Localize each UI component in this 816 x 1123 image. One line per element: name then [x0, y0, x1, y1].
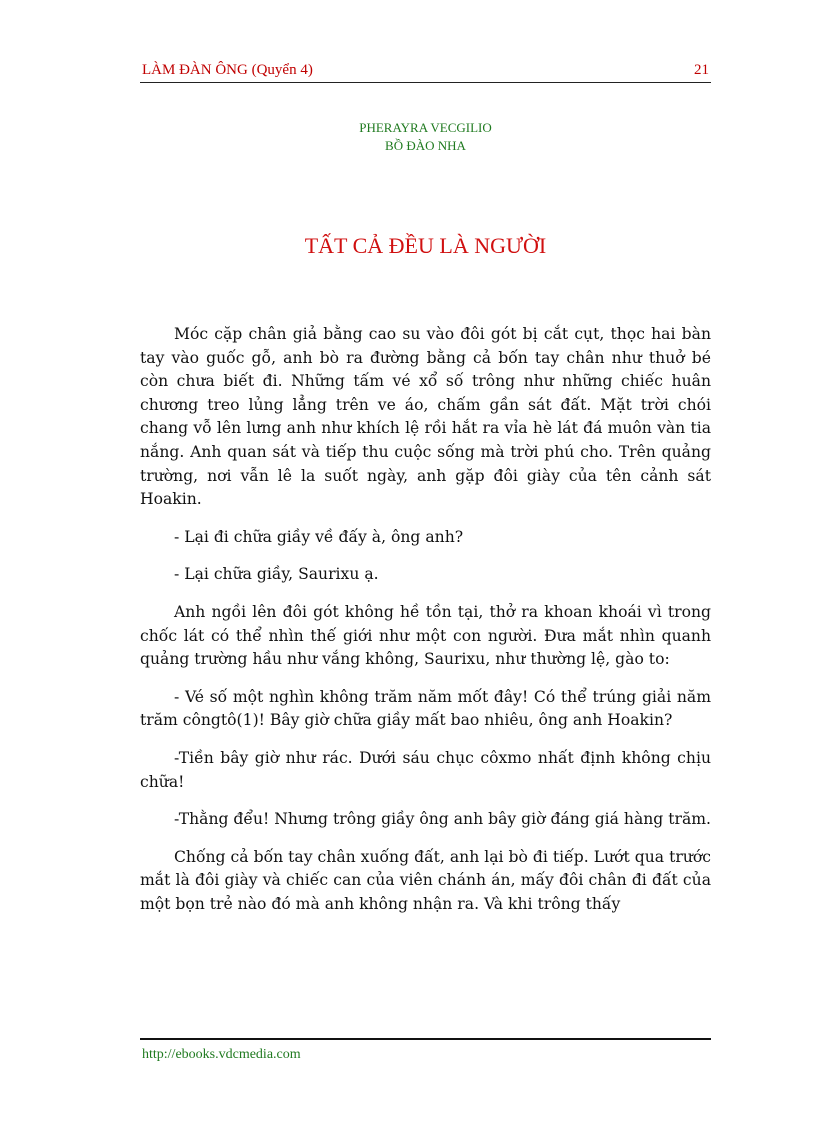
story-body: [140, 323, 711, 930]
paragraph: -Thằng đểu! Nhưng trông giầy ông anh bây giờ đáng giá hàng trăm.: [174, 810, 712, 829]
paragraph: Anh ngồi lên đôi gót không hề tồn tại, thở ra khoan khoái vì trong chốc lát có thể nhìn thế giới như một con người. Đưa mắt nhìn quanh quảng trường hầu như vắng không, Saurixu, như thường lệ, gào to:: [140, 602, 711, 669]
author-name: PHERAYRA VECGILIO: [359, 120, 492, 135]
paragraph: - Lại đi chữa giầy về đấy à, ông anh?: [174, 527, 464, 546]
story-title: TẤT CẢ ĐỀU LÀ NGƯỜI: [304, 233, 547, 258]
page-number: 21: [694, 62, 709, 78]
footer-divider: [140, 1038, 711, 1040]
paragraph: -Tiền bây giờ như rác. Dưới sáu chục côxmo nhất định không chịu chữa!: [140, 748, 711, 791]
footer-link[interactable]: http://ebooks.vdcmedia.com: [142, 1047, 301, 1062]
paragraph: - Lại chữa giầy, Saurixu ạ.: [174, 565, 379, 584]
book-title: LÀM ĐÀN ÔNG (Quyển 4): [142, 62, 313, 78]
paragraph: Chống cả bốn tay chân xuống đất, anh lại bò đi tiếp. Lướt qua trước mắt là đôi giày và chiếc can của viên chánh án, mấy đôi chân đi đất của một bọn trẻ nào đó mà anh không nhận ra. Và khi trông thấy: [140, 847, 711, 913]
paragraph: - Vé số một nghìn không trăm năm mốt đây! Có thể trúng giải năm trăm côngtô(1)! Bây giờ chữa giầy mất bao nhiêu, ông anh Hoakin?: [140, 687, 711, 730]
page-header: [140, 62, 711, 83]
paragraph: Móc cặp chân giả bằng cao su vào đôi gót bị cắt cụt, thọc hai bàn tay vào guốc gỗ, anh bò ra đường bằng cả bốn tay chân như thuở bé còn chưa biết đi. Những tấm vé xổ số trông như những chiếc huân chương treo lủng lẳng trên ve áo, chấm gần sát đất. Mặt trời chói chang vỗ lên lưng anh như khích lệ rồi hắt ra vỉa hè lát đá muôn vàn tia nắng. Anh quan sát và tiếp thu cuộc sống mà trời phú cho. Trên quảng trường, nơi vẫn lê la suốt ngày, anh gặp đôi giày của tên cảnh sát Hoakin.: [140, 325, 711, 509]
author-country: BỒ ĐÀO NHA: [385, 138, 466, 153]
